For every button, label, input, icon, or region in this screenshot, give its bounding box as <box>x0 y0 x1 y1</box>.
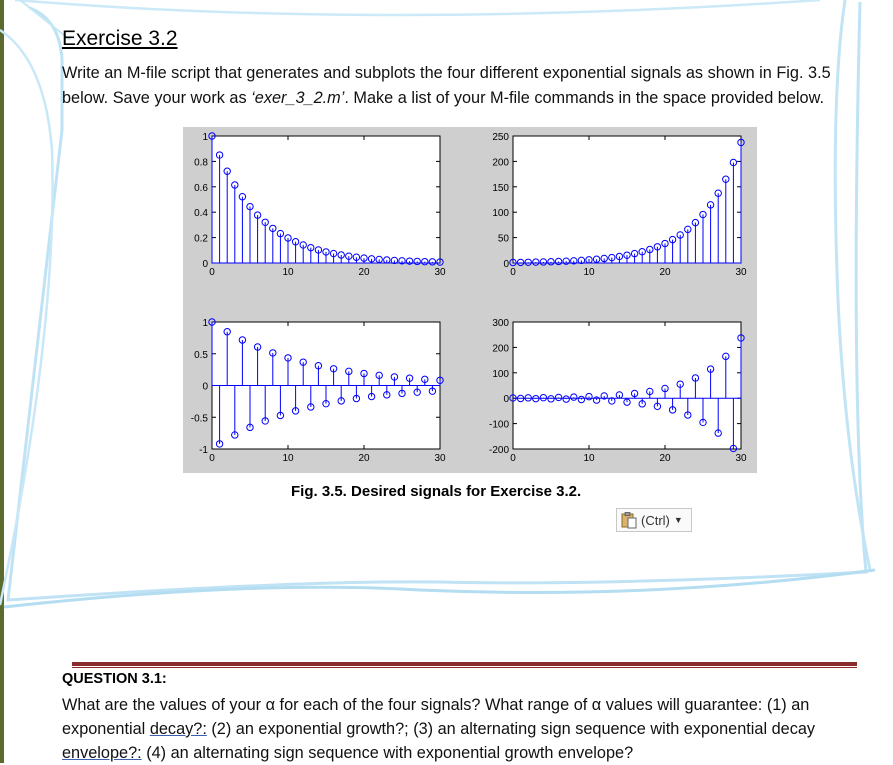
xtick-label: 30 <box>735 453 747 464</box>
figure-caption: Fig. 3.5. Desired signals for Exercise 3.2. <box>291 483 582 500</box>
xtick-label: 10 <box>282 453 294 464</box>
signals-figure <box>183 127 757 473</box>
xtick-label: 0 <box>510 453 516 464</box>
question-text-c: (4) an alternating sign sequence with exponential growth envelope? <box>141 744 634 762</box>
ytick-label: -100 <box>488 419 509 431</box>
clipboard-icon <box>620 511 638 529</box>
section-divider <box>72 662 857 666</box>
plot-area-1 <box>212 136 440 263</box>
exercise-instructions <box>62 61 842 111</box>
chevron-down-icon: ▼ <box>673 515 683 525</box>
ytick-label: 0.8 <box>194 157 208 169</box>
xtick-label: 0 <box>209 267 215 278</box>
ytick-label: 300 <box>492 318 509 329</box>
exercise-title: Exercise 3.2 <box>62 27 178 50</box>
ytick-label: -0.5 <box>190 413 208 425</box>
question-decay: decay?: <box>149 720 207 738</box>
ytick-label: 150 <box>492 182 509 194</box>
ytick-label: 50 <box>497 233 509 245</box>
question-heading: QUESTION 3.1: <box>62 671 167 687</box>
ytick-label: 250 <box>492 132 509 143</box>
question-text <box>62 693 852 765</box>
ytick-label: 0.2 <box>194 233 208 245</box>
instructions-text-1: Write an M-file script that generates and subplots the four different exponential signals as shown in Fig. 3.5 below. Save your work as <box>62 64 831 107</box>
xtick-label: 20 <box>358 453 370 464</box>
paste-options-button[interactable] <box>616 508 692 532</box>
ytick-label: 0 <box>202 259 208 270</box>
ytick-label: -1 <box>199 445 208 456</box>
xtick-label: 30 <box>434 453 446 464</box>
xtick-label: 0 <box>209 453 215 464</box>
ytick-label: 200 <box>492 343 509 355</box>
section-divider-thin <box>72 667 857 668</box>
xtick-label: 10 <box>282 267 294 278</box>
plot-area-4 <box>513 322 741 449</box>
ytick-label: 100 <box>492 368 509 380</box>
plot-area-2 <box>513 136 741 263</box>
xtick-label: 20 <box>659 453 671 464</box>
ytick-label: 0.5 <box>194 349 208 361</box>
ytick-label: 0.4 <box>194 208 208 220</box>
ytick-label: 0 <box>503 259 509 270</box>
xtick-label: 20 <box>659 267 671 278</box>
paste-options-label: (Ctrl) <box>641 512 670 528</box>
ytick-label: 100 <box>492 208 509 220</box>
question-text-b: (2) an exponential growth?; (3) an alternating sign sequence with exponential decay <box>206 720 816 738</box>
ytick-label: 1 <box>202 132 208 143</box>
question-text-a: What are the values of your α for each of the four signals? What range of α values will guarantee: (1) an exponential <box>62 696 810 738</box>
signals-figure-svg <box>183 127 757 473</box>
ytick-label: 1 <box>202 318 208 329</box>
ytick-label: 200 <box>492 157 509 169</box>
xtick-label: 10 <box>583 267 595 278</box>
instructions-text-2: . Make a list of your M-file commands in the space provided below. <box>344 89 824 107</box>
instructions-filename: ‘exer_3_2.m’ <box>251 89 345 107</box>
xtick-label: 20 <box>358 267 370 278</box>
ytick-label: -200 <box>488 445 509 456</box>
page-left-border <box>0 0 4 763</box>
question-envelope: envelope?: <box>62 744 142 762</box>
ytick-label: 0 <box>503 394 509 406</box>
ytick-label: 0 <box>202 381 208 393</box>
ytick-label: 0.6 <box>194 182 208 194</box>
xtick-label: 0 <box>510 267 516 278</box>
xtick-label: 10 <box>583 453 595 464</box>
xtick-label: 30 <box>735 267 747 278</box>
xtick-label: 30 <box>434 267 446 278</box>
